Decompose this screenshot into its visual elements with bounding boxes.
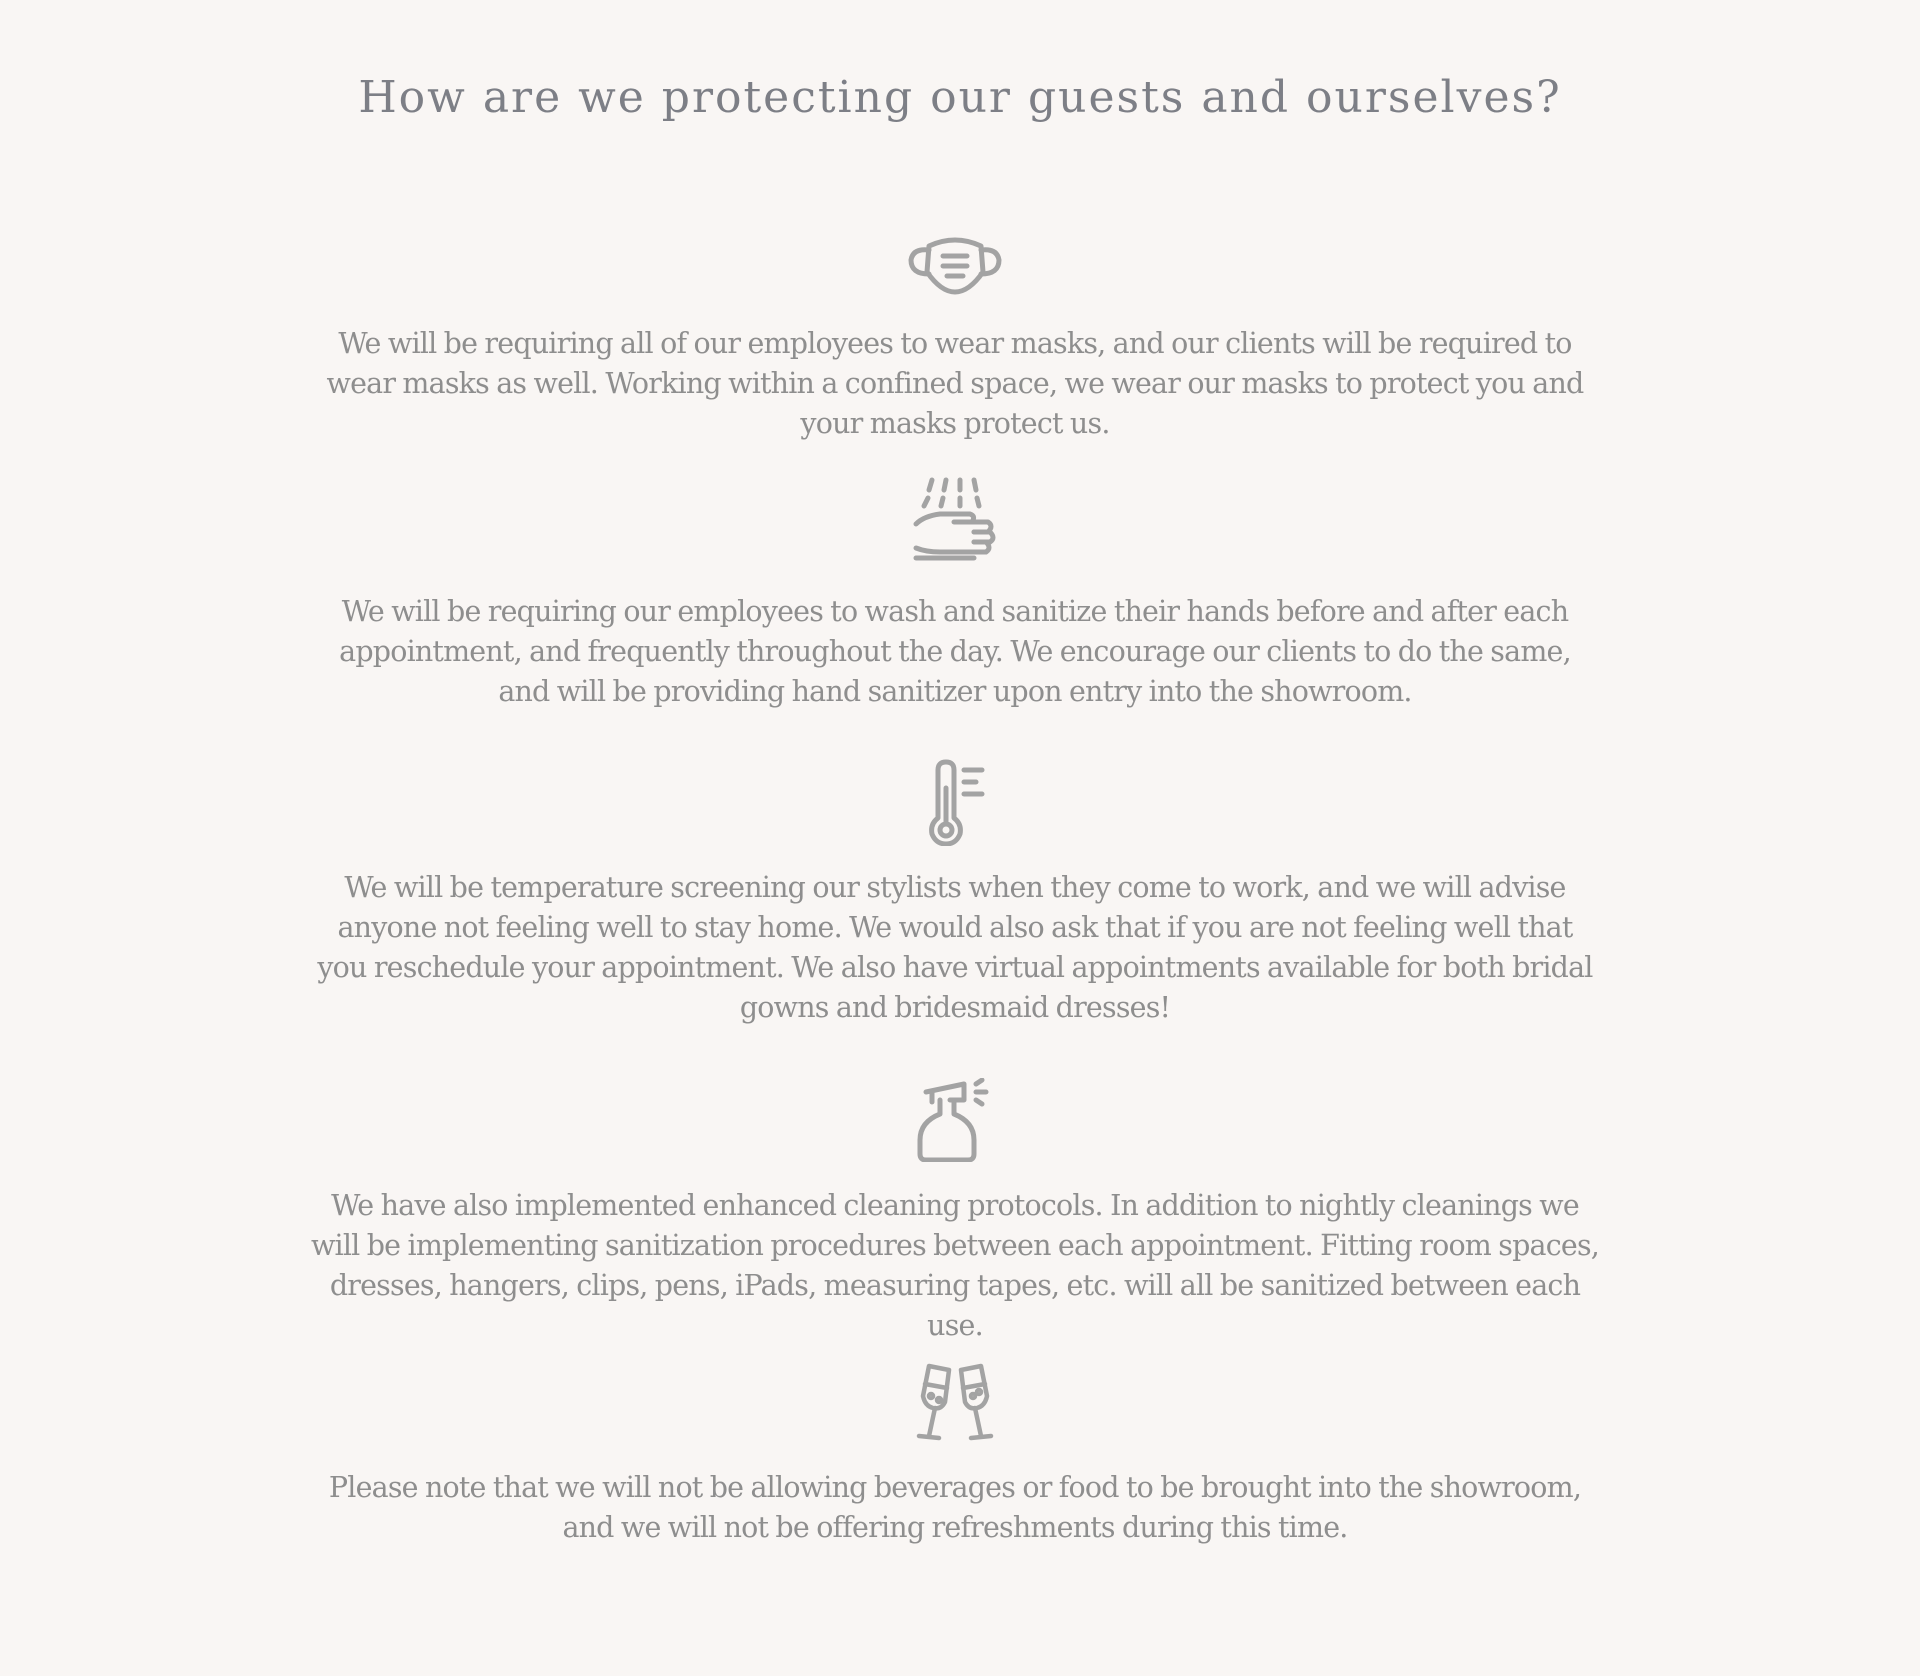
face-mask-icon [310, 232, 1600, 304]
mask-policy-text: We will be requiring all of our employees to wear masks, and our clients will be required to wear masks as well. Working within a confined space, we wear our masks to protect you and your masks protect us. [326, 327, 1584, 440]
handwashing-policy-text: We will be requiring our employees to wash and sanitize their hands before and after each appointment, and frequently throughout the day. We encourage our clients to do the same, and will be providing hand sanitizer upon entry into the showroom. [339, 595, 1571, 708]
temperature-policy-section [310, 758, 1600, 1028]
champagne-glasses-icon [310, 1362, 1600, 1446]
cleaning-policy-text: We have also implemented enhanced cleaning protocols. In addition to nightly cleanings we will be implementing sanitization procedures between each appointment. Fitting room spaces, dresses, hangers, clips, pens, iPads, measuring tapes, etc. will all be sanitized between each use. [310, 1189, 1600, 1342]
mask-policy-section [310, 232, 1600, 444]
refreshments-policy-section [310, 1362, 1600, 1548]
refreshments-policy-text: Please note that we will not be allowing beverages or food to be brought into the showroom, and we will not be offering refreshments during this time. [328, 1471, 1582, 1544]
hand-sanitizer-icon [310, 476, 1600, 564]
page-title: How are we protecting our guests and ourselves? [358, 72, 1562, 123]
cleaning-policy-section [310, 1078, 1600, 1346]
spray-bottle-icon [310, 1078, 1600, 1162]
handwashing-policy-section [310, 476, 1600, 712]
temperature-policy-text: We will be temperature screening our stylists when they come to work, and we will advise anyone not feeling well to stay home. We would also ask that if you are not feeling well that you reschedule your appointment. We also have virtual appointments available for both bridal gowns and bridesmaid dresses! [317, 871, 1593, 1024]
thermometer-icon [310, 758, 1600, 846]
